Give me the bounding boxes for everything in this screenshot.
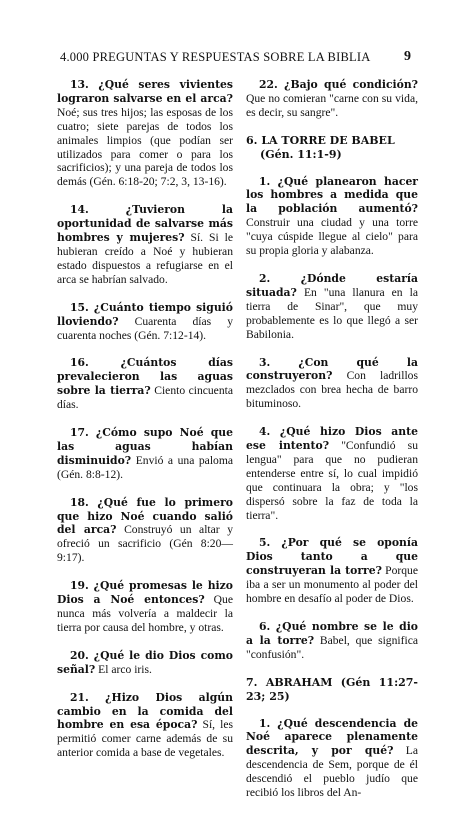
question-text: 13. ¿Qué seres vivientes lograron salvarse en el arca? (57, 78, 233, 105)
question-text: 16. ¿Cuántos días prevalecieron las aguas sobre la tierra? (57, 356, 233, 398)
left-column (57, 78, 233, 774)
page-number: 9 (404, 49, 411, 64)
qa-entry-babel-6 (246, 620, 418, 662)
qa-entry-20 (57, 649, 233, 677)
question-text: 22. ¿Bajo qué condición? (259, 78, 418, 91)
question-text: 18. ¿Qué fue lo primero que hizo Noé cuando salió del arca? (57, 495, 233, 537)
answer-text: Envió a una paloma (Gén. 8:8-12). (57, 453, 233, 481)
question-text: 19. ¿Qué promesas le hizo Dios a Noé entonces? (57, 579, 233, 607)
section-heading-torre-de-babel (246, 134, 418, 162)
section-heading-abraham: 7. ABRAHAM (Gén 11:27-23; 25) (246, 675, 418, 703)
answer-text: Que no comieran "carne con su vida, es decir, su sangre". (246, 91, 418, 119)
qa-entry-15 (57, 301, 233, 343)
answer-text: Porque iba a ser un monumento al poder del hombre en desafío al poder de Dios. (246, 564, 418, 606)
qa-entry-babel-4 (246, 425, 418, 522)
question-text: 6. ¿Qué nombre se le dio a la torre? (246, 620, 418, 647)
answer-text: "Confundió su lengua" para que no pudieran entenderse entre sí, lo cual impidió que continuara la obra; y "los dispersó sobre la faz de toda la tierra". (246, 439, 418, 522)
answer-text: Construir una ciudad y una torre "cuya cúspide llegue al cielo" para su propia gloria y alabanza. (246, 216, 418, 258)
question-text: 17. ¿Cómo supo Noé que las aguas habían disminuido? (57, 426, 233, 467)
qa-entry-18 (57, 496, 233, 566)
question-text: 15. ¿Cuánto tiempo siguió lloviendo? (57, 300, 233, 328)
question-text: 5. ¿Por qué se oponía Dios tanto a que construyeran la torre? (246, 536, 418, 578)
running-header: 4.000 PREGUNTAS Y RESPUESTAS SOBRE LA BIBLIA (60, 50, 371, 64)
qa-entry-16 (57, 356, 233, 412)
qa-entry-21 (57, 691, 233, 761)
question-text: 20. ¿Qué le dio Dios como señal? (57, 648, 233, 676)
section-reference: (Gén. 11:1-9) (260, 147, 342, 161)
answer-text: Construyó un altar y ofreció un sacrificio (Gén 8:20—9:17). (57, 523, 233, 565)
qa-entry-17 (57, 426, 233, 482)
answer-text: La descendencia de Sem, porque de él descendió el pueblo judío que recibió los libros del An- (246, 744, 419, 800)
answer-text: Cuarenta días y cuarenta noches (Gén. 7:12-14). (57, 314, 233, 342)
right-column (246, 78, 418, 814)
qa-entry-babel-1 (246, 175, 418, 258)
qa-entry-14 (57, 203, 233, 286)
answer-text: Ciento cincuenta días. (57, 384, 233, 412)
answer-text: Con ladrillos mezclados con brea hecha de barro bituminoso. (246, 369, 418, 411)
section-title: 6. LA TORRE DE BABEL (246, 133, 395, 147)
question-text: 14. ¿Tuvieron la oportunidad de salvarse más hombres y mujeres? (57, 203, 233, 245)
qa-entry-abraham-1 (246, 717, 418, 800)
answer-text: Babel, que significa "confusión". (246, 633, 418, 661)
answer-text: Sí, les permitió comer carne además de su anterior comida a base de vegetales. (57, 718, 233, 760)
answer-text: En "una llanura en la tierra de Sinar", que muy probablemente es lo que llegó a ser Babilonia. (246, 285, 418, 341)
question-text: 3. ¿Con qué la construyeron? (246, 355, 418, 383)
question-text: 21. ¿Hizo Dios algún cambio en la comida del hombre en esa época? (57, 690, 233, 732)
answer-text: El arco iris. (98, 662, 152, 676)
qa-entry-babel-5 (246, 536, 418, 606)
qa-entry-22 (246, 78, 418, 120)
answer-text: Sí. Si le hubieran creído a Noé y hubieran estado dispuestos a refugiarse en el arca se habrían salvado. (57, 231, 234, 286)
qa-entry-19 (57, 579, 233, 635)
qa-entry-babel-3 (246, 356, 418, 412)
qa-entry-13 (57, 78, 233, 189)
qa-entry-babel-2 (246, 272, 418, 342)
question-text: 1. ¿Qué planearon hacer los hombres a medida que la población aumentó? (246, 174, 418, 216)
question-text: 2. ¿Dónde estaría situada? (246, 271, 418, 299)
question-text: 1. ¿Qué descendencia de Noé aparece plenamente descrita, y por qué? (246, 716, 418, 758)
question-text: 4. ¿Qué hizo Dios ante ese intento? (246, 425, 418, 453)
answer-text: Que nunca más volvería a maldecir la tierra por causa del hombre, y otras. (57, 593, 233, 634)
answer-text: Noé; sus tres hijos; las esposas de los cuatro; siete parejas de todos los animales limpios (que podían ser utilizados para comer o para los sacrificios); y una pareja de todos los demás (Gén. 6:18-20; 7:2, 3, 13-16). (57, 105, 233, 189)
